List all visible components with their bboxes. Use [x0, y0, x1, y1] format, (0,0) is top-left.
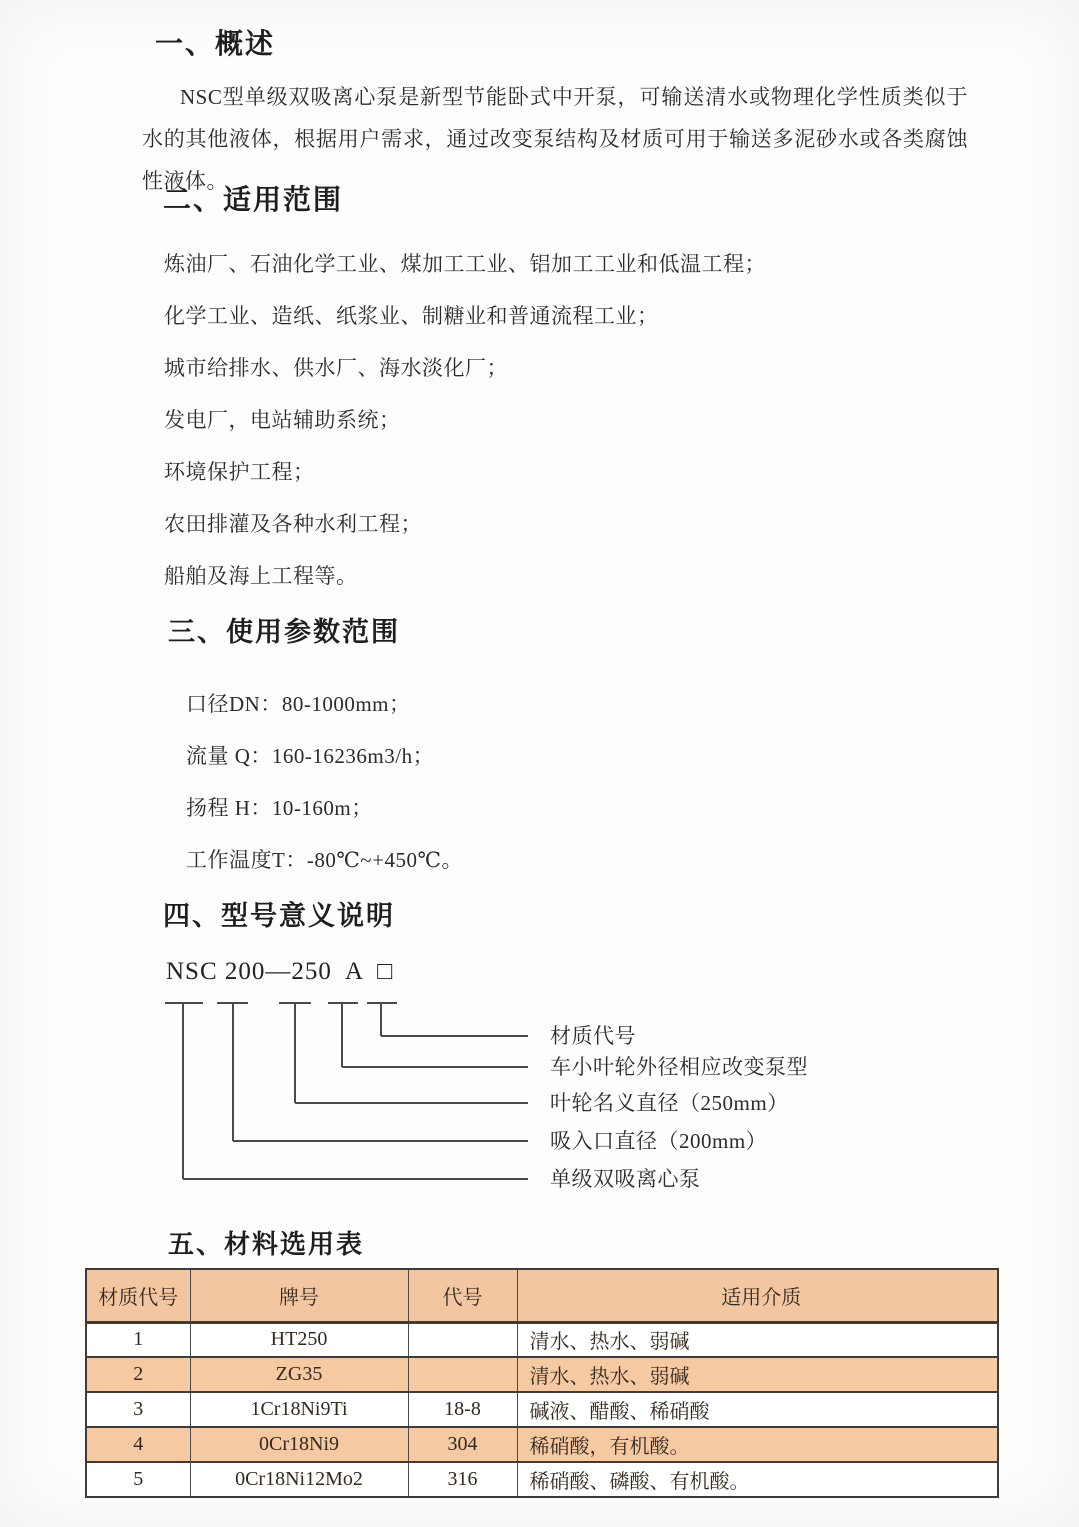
cell-grade: 1Cr18Ni9Ti	[190, 1392, 408, 1427]
list-item: 农田排灌及各种水利工程；	[164, 512, 422, 536]
list-item: 船舶及海上工程等。	[164, 564, 358, 588]
cell-material-code: 5	[86, 1462, 190, 1497]
parameter-list	[186, 692, 463, 900]
model-breakdown-lines-icon	[140, 995, 535, 1190]
model-code-text: NSC 200—250 A □	[166, 958, 394, 985]
cell-code	[408, 1322, 517, 1357]
overview-paragraph: NSC型单级双吸离心泵是新型节能卧式中开泵，可输送清水或物理化学性质类似于水的其他液体，根据用户需求，通过改变泵结构及材质可用于输送多泥砂水或各类腐蚀性液体。	[142, 85, 968, 193]
model-label-impeller-diameter: 叶轮名义直径（250mm）	[550, 1091, 789, 1115]
table-row	[86, 1322, 998, 1357]
cell-material-code: 2	[86, 1357, 190, 1392]
list-item: 化学工业、造纸、纸浆业、制糖业和普通流程工业；	[164, 304, 659, 328]
param-temperature: 工作温度T：-80℃~+450℃。	[186, 848, 464, 872]
section-title-overview: 一、概述	[155, 28, 276, 59]
cell-code	[408, 1357, 517, 1392]
header-applicable-media: 适用介质	[517, 1269, 998, 1322]
cell-material-code: 3	[86, 1392, 190, 1427]
cell-material-code: 4	[86, 1427, 190, 1462]
cell-grade: HT250	[190, 1322, 408, 1357]
table-row	[86, 1392, 998, 1427]
table-row	[86, 1357, 998, 1392]
list-item: 炼油厂、石油化学工业、煤加工工业、铝加工工业和低温工程；	[164, 252, 766, 276]
material-selection-table	[85, 1268, 999, 1498]
list-item: 环境保护工程；	[164, 460, 315, 484]
param-diameter: 口径DN：80-1000mm；	[186, 692, 411, 716]
model-label-pump-type: 单级双吸离心泵	[550, 1167, 701, 1191]
list-item: 城市给排水、供水厂、海水淡化厂；	[164, 356, 508, 380]
application-scope-list	[164, 252, 766, 616]
cell-grade: 0Cr18Ni12Mo2	[190, 1462, 408, 1497]
cell-applicable-media: 清水、热水、弱碱	[517, 1357, 998, 1392]
section-title-model-meaning: 四、型号意义说明	[163, 901, 395, 931]
header-code: 代号	[408, 1269, 517, 1322]
cell-material-code: 1	[86, 1322, 190, 1357]
cell-code: 316	[408, 1462, 517, 1497]
cell-code: 18-8	[408, 1392, 517, 1427]
cell-grade: 0Cr18Ni9	[190, 1427, 408, 1462]
cell-code: 304	[408, 1427, 517, 1462]
cell-applicable-media: 稀硝酸、磷酸、有机酸。	[517, 1462, 998, 1497]
param-head: 扬程 H：10-160m；	[186, 796, 373, 820]
header-material-code: 材质代号	[86, 1269, 190, 1322]
table-row	[86, 1427, 998, 1462]
param-flow: 流量 Q：160-16236m3/h；	[186, 744, 435, 768]
cell-grade: ZG35	[190, 1357, 408, 1392]
list-item: 发电厂，电站辅助系统；	[164, 408, 401, 432]
cell-applicable-media: 稀硝酸，有机酸。	[517, 1427, 998, 1462]
table-header-row	[86, 1269, 998, 1322]
header-grade: 牌号	[190, 1269, 408, 1322]
section-title-parameter-range: 三、使用参数范围	[168, 617, 400, 647]
section-title-application-scope: 二、适用范围	[163, 184, 344, 215]
model-label-suction-diameter: 吸入口直径（200mm）	[550, 1129, 768, 1153]
model-label-material-code: 材质代号	[550, 1024, 636, 1048]
cell-applicable-media: 碱液、醋酸、稀硝酸	[517, 1392, 998, 1427]
table-row	[86, 1462, 998, 1497]
model-label-trimmed-impeller: 车小叶轮外径相应改变泵型	[550, 1055, 808, 1079]
section-title-material-table: 五、材料选用表	[168, 1229, 365, 1259]
cell-applicable-media: 清水、热水、弱碱	[517, 1322, 998, 1357]
